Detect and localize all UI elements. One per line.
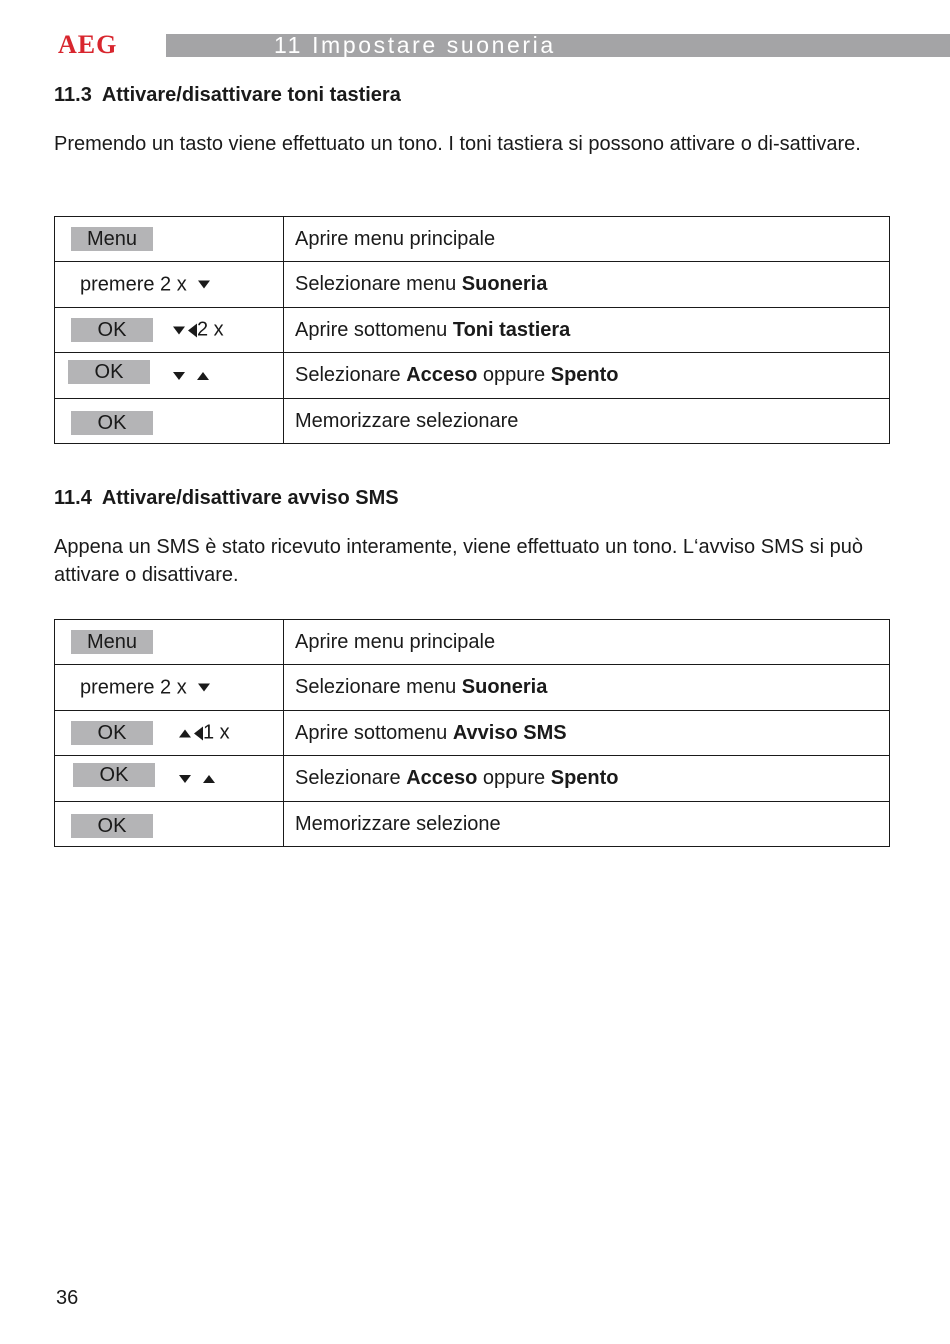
desc-cell xyxy=(284,802,890,847)
key-cell xyxy=(55,399,284,444)
key-cell xyxy=(55,353,284,399)
desc-cell xyxy=(284,217,890,262)
step-description: Aprire sottomenu xyxy=(295,721,453,744)
arrow-down-icon xyxy=(173,372,185,380)
repeat-count: 1 x xyxy=(203,721,230,744)
arrow-up-icon xyxy=(203,775,215,783)
ok-key: OK xyxy=(71,411,153,435)
step-description: Memorizzare selezionare xyxy=(295,409,519,432)
desc-cell xyxy=(284,353,890,399)
table-row xyxy=(55,399,890,444)
table-row xyxy=(55,711,890,756)
step-description: Selezionare xyxy=(295,767,407,789)
table-row xyxy=(55,620,890,665)
key-cell xyxy=(55,756,284,802)
press-instruction xyxy=(80,676,212,699)
section-intro-11-3: Premendo un tasto viene effettuato un tono. I toni tastiera si possono attivare o di-sattivare. xyxy=(54,133,861,155)
step-description: Selezionare menu xyxy=(295,676,462,698)
aeg-logo: AEG xyxy=(58,30,118,59)
key-cell xyxy=(55,802,284,847)
section-title: Attivare/disattivare avviso SMS xyxy=(101,487,399,509)
step-description-bold: Spento xyxy=(550,767,619,789)
press-text: premere 2 x xyxy=(80,273,187,295)
nav-keys xyxy=(171,319,224,342)
arrow-down-icon xyxy=(198,684,210,692)
step-description: Selezionare xyxy=(295,364,407,386)
key-cell xyxy=(55,620,284,665)
section-title: Attivare/disattivare toni tastiera xyxy=(101,84,401,106)
key-cell xyxy=(55,262,284,308)
section-heading-11-3 xyxy=(54,83,401,107)
steps-table-11-4 xyxy=(54,619,890,847)
step-description-bold: Suoneria xyxy=(461,273,548,295)
ok-key: OK xyxy=(71,318,153,342)
step-description: Memorizzare selezione xyxy=(295,812,501,835)
step-description: Aprire menu principale xyxy=(295,227,496,250)
steps-table-11-3 xyxy=(54,216,890,444)
key-cell xyxy=(55,217,284,262)
menu-key: Menu xyxy=(71,227,153,251)
step-description-bold: Acceso xyxy=(406,767,478,789)
header-bar xyxy=(166,34,950,57)
section-number: 11.4 xyxy=(54,487,92,509)
step-description-bold: Toni tastiera xyxy=(452,318,571,341)
key-cell xyxy=(55,711,284,756)
repeat-count: 2 x xyxy=(197,318,224,341)
table-row xyxy=(55,353,890,399)
section-intro-11-4: Appena un SMS è stato ricevuto interamente, viene effettuato un tono. L‘avviso SMS si può attivare o disattivare. xyxy=(54,536,864,586)
key-cell xyxy=(55,665,284,711)
key-cell xyxy=(55,308,284,353)
table-row xyxy=(55,308,890,353)
nav-keys xyxy=(171,372,211,380)
nav-keys xyxy=(177,722,230,745)
table-row xyxy=(55,262,890,308)
table-row xyxy=(55,756,890,802)
step-description: Aprire menu principale xyxy=(295,630,496,653)
ok-key: OK xyxy=(68,360,150,384)
arrow-left-icon xyxy=(194,726,203,740)
desc-cell xyxy=(284,308,890,353)
table-row xyxy=(55,665,890,711)
section-number: 11.3 xyxy=(54,84,92,106)
nav-keys xyxy=(177,775,217,783)
arrow-down-icon xyxy=(179,775,191,783)
ok-key: OK xyxy=(71,721,153,745)
step-description-bold: Acceso xyxy=(406,364,478,386)
page-number: 36 xyxy=(56,1287,79,1309)
step-description-bold: Suoneria xyxy=(461,676,548,698)
arrow-down-icon xyxy=(198,281,210,289)
ok-key: OK xyxy=(71,814,153,838)
step-description-bold: Avviso SMS xyxy=(452,721,567,744)
step-description: Aprire sottomenu xyxy=(295,318,453,341)
table-row xyxy=(55,217,890,262)
ok-key: OK xyxy=(73,763,155,787)
desc-cell xyxy=(284,665,890,711)
press-instruction xyxy=(80,273,212,296)
desc-cell xyxy=(284,756,890,802)
step-description: Selezionare menu xyxy=(295,273,462,295)
table-row xyxy=(55,802,890,847)
page-title: 11 Impostare suoneria xyxy=(274,32,556,58)
desc-cell xyxy=(284,399,890,444)
step-description-bold: Spento xyxy=(550,364,619,386)
menu-key: Menu xyxy=(71,630,153,654)
desc-cell xyxy=(284,620,890,665)
desc-cell xyxy=(284,711,890,756)
section-heading-11-4 xyxy=(54,486,399,510)
step-description-mid: oppure xyxy=(477,767,551,789)
arrow-up-icon xyxy=(179,729,191,737)
arrow-down-icon xyxy=(173,326,185,334)
desc-cell xyxy=(284,262,890,308)
step-description-mid: oppure xyxy=(477,364,551,386)
press-text: premere 2 x xyxy=(80,676,187,698)
arrow-up-icon xyxy=(197,372,209,380)
arrow-left-icon xyxy=(188,323,197,337)
